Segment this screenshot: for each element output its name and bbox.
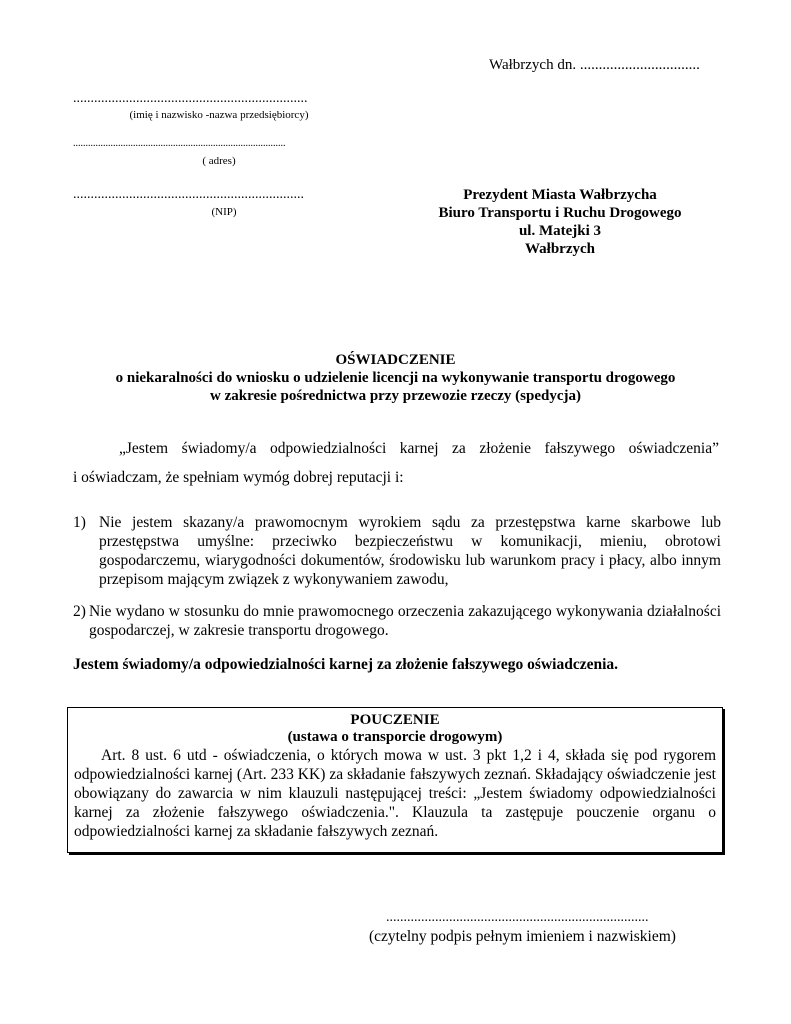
document-subtitle-2: w zakresie pośrednictwa przy przewozie rzeczy (spedycja) <box>209 388 581 404</box>
signature-dots: ........................................................................... <box>386 910 649 925</box>
list-item-number: 2) <box>73 603 86 620</box>
recipient-block <box>400 186 720 258</box>
nip-dots: .................................................................. <box>73 187 304 202</box>
list-item-text: Nie wydano w stosunku do mnie prawomocnego orzeczenia zakazującego wykonywania działalności gospodarczej, w zakresie transportu drogowego. <box>89 603 721 639</box>
list-item <box>73 602 721 640</box>
document-subtitle-1: o niekaralności do wniosku o udzielenie licencji na wykonywanie transportu drogowego <box>115 370 676 386</box>
recipient-line-3: ul. Matejki 3 <box>518 223 602 239</box>
recipient-line-1: Prezydent Miasta Wałbrzycha <box>463 187 657 203</box>
nip-caption: (NIP) <box>211 206 237 218</box>
list-item <box>73 513 721 589</box>
sender-name-dots: ................................................................... <box>73 91 308 106</box>
place-date-line: Wałbrzych dn. ................................ <box>489 57 700 73</box>
notice-box <box>67 707 723 853</box>
notice-text-wrapper <box>74 746 716 841</box>
notice-text: Art. 8 ust. 6 utd - oświadczenia, o których mowa w ust. 3 pkt 1,2 i 4, składa się pod rygorem odpowiedzialności karnej (Art. 233 KK) za składanie fałszywych zeznań. Składający oświadczenie jest obowiązany do zawarcia w nim klauzuli następującej treści: „Jestem świadomy odpowiedzialności karnej za złożenie fałszywego oświadczenia.". Klauzula ta zastępuje pouczenie organu o odpowiedzialności karnej za składanie fałszywych zeznań. <box>74 747 716 840</box>
statement-intro: i oświadczam, że spełniam wymóg dobrej reputacji i: <box>73 469 404 486</box>
list-item-number: 1) <box>73 514 86 531</box>
recipient-line-2: Biuro Transportu i Ruchu Drogowego <box>438 205 682 221</box>
signature-caption: (czytelny podpis pełnym imieniem i nazwiskiem) <box>369 928 676 945</box>
recipient-line-4: Wałbrzych <box>525 241 595 257</box>
document-title-block <box>40 351 751 405</box>
sender-name-caption: (imię i nazwisko -nazwa przedsiębiorcy) <box>129 109 309 121</box>
document-heading: OŚWIADCZENIE <box>335 352 456 368</box>
notice-subtitle: (ustawa o transporcie drogowym) <box>287 729 503 745</box>
notice-title: POUCZENIE <box>350 712 440 728</box>
address-dots: ..................................................................................... <box>73 138 286 149</box>
list-item-text: Nie jestem skazany/a prawomocnym wyrokiem sądu za przestępstwa karne skarbowe lub przestępstwa umyślne: przeciwko bezpieczeństwu w komunikacji, mieniu, obrotowi gospodarczemu, wiarygodności dokumentów, środowisku lub warunkom pracy i płacy, albo innym przepisom mającym związek z wykonywaniem zawodu, <box>99 514 721 588</box>
awareness-quote: „Jestem świadomy/a odpowiedzialności karnej za złożenie fałszywego oświadczenia” <box>119 440 719 457</box>
bold-awareness-statement: Jestem świadomy/a odpowiedzialności karnej za złożenie fałszywego oświadczenia. <box>73 656 619 673</box>
address-caption: ( adres) <box>202 155 236 167</box>
